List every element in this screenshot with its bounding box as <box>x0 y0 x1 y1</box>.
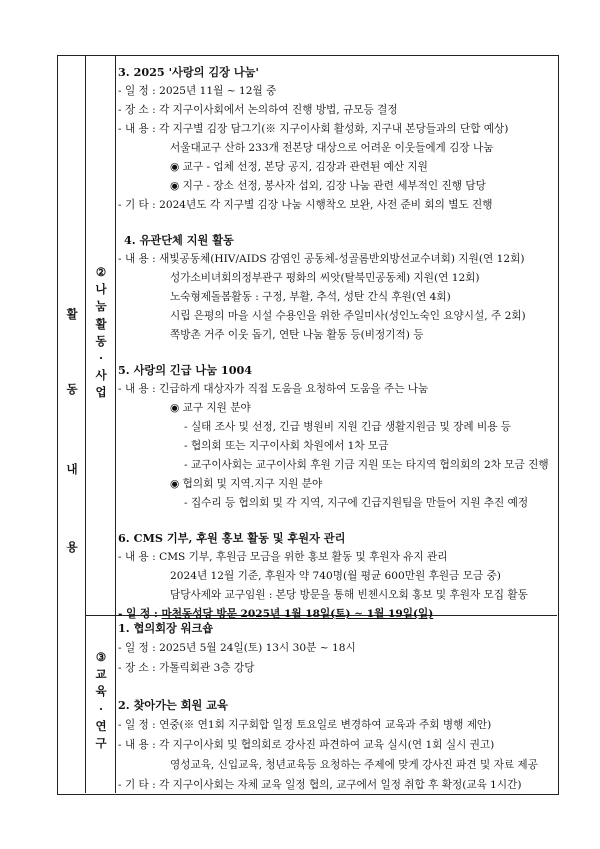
item5-content: - 내 용 : 긴급하게 대상자가 직접 도움을 요청하여 도움을 주는 나눔 <box>118 383 429 395</box>
edu-item2-title: 2. 찾아가는 회원 교육 <box>118 698 228 712</box>
item6-content: - 내 용 : CMS 기부, 후원금 모금을 위한 홍보 활동 및 후원자 유지 관리 <box>118 551 448 563</box>
edu-item2-etc: - 기 타 : 각 지구이사회는 자체 교육 일정 협의, 교구에서 일정 취합 후 확정(교육 1시간) <box>118 779 522 791</box>
item6-content: 2024년 12월 기준, 후원자 약 740명(월 평균 600만원 후원금 모금 중) <box>170 570 501 582</box>
category-char: 활 <box>66 307 78 321</box>
category-char: 용 <box>66 540 78 554</box>
edu-item2-content: - 내 용 : 각 지구이사회 및 협의회로 강사진 파견하여 교육 실시(연 1회 실시 권고) <box>118 739 495 751</box>
item3-content: 서울대교구 산하 233개 전본당 대상으로 어려운 이웃들에게 김장 나눔 <box>170 142 494 154</box>
item5-subitem: - 협의회 또는 지구이사회 차원에서 1차 모금 <box>184 440 389 452</box>
item3-etc: - 기 타 : 2024년도 각 지구별 김장 나눔 시행착오 보완, 사전 준비 회의 별도 진행 <box>118 199 493 211</box>
item5-bullet: ◉ 교구 지원 분야 <box>170 402 251 414</box>
item4-title: 4. 유관단체 지원 활동 <box>124 233 234 247</box>
item4-content: 시립 은평의 마을 시설 수용인을 위한 주일미사(성인노숙인 요양시설, 주 2회) <box>170 310 526 322</box>
edu-item1-title: 1. 협의회장 워크숍 <box>118 621 214 635</box>
item5-subitem: - 실태 조사 및 선정, 긴급 병원비 지원 긴급 생활지원금 및 장례 비용 등 <box>184 421 512 433</box>
item3-place: - 장 소 : 각 지구이사회에서 논의하여 진행 방법, 규모등 결정 <box>118 104 398 116</box>
category-char: 내 <box>66 462 78 476</box>
item6-date-label: - 일 정 : <box>118 608 162 620</box>
item4-content: 노숙형제돌봄활동 : 구정, 부활, 추석, 성탄 간식 후원(연 4회) <box>170 291 451 303</box>
item3-title: 3. 2025 '사랑의 김장 나눔' <box>118 65 259 79</box>
item5-title: 5. 사랑의 긴급 나눔 1004 <box>118 363 253 377</box>
item4-content: - 내 용 : 새빛공동체(HIV/AIDS 감염인 공동체-성골롬반외방선교수녀회) 지원(연 12회) <box>118 253 525 265</box>
edu-item1-date: - 일 정 : 2025년 5월 24일(토) 13시 30분 ~ 18시 <box>118 642 356 654</box>
item3-bullet: ◉ 지구 - 장소 선정, 봉사자 섭외, 김장 나눔 관련 세부적인 진행 담당 <box>170 180 486 192</box>
item5-subitem: - 집수리 등 협의회 및 각 지역, 지구에 긴급지원팀을 만들어 지원 추진 예정 <box>184 497 529 509</box>
category-column <box>58 56 86 793</box>
category-char: 동 <box>66 382 78 396</box>
item6-content: 담당사제와 교구임원 : 본당 방문을 통해 빈첸시오회 홍보 및 후원자 모집 활동 <box>170 589 528 601</box>
document-table <box>57 55 559 795</box>
edu-item1-place: - 장 소 : 가톨릭회관 3층 강당 <box>118 662 255 674</box>
item3-date: - 일 정 : 2025년 11월 ~ 12월 중 <box>118 85 277 97</box>
item3-content: - 내 용 : 각 지구별 김장 담그기(※ 지구이사회 활성화, 지구내 본당들과의 단합 예상) <box>118 123 509 135</box>
section-label-education: ③ 교 육 · 연 구 <box>95 650 107 751</box>
edu-item2-date: - 일 정 : 연중(※ 연1회 지구회합 일정 토요일로 변경하여 교육과 주회 병행 제안) <box>118 719 492 731</box>
item5-subitem: - 교구이사회는 교구이사회 후원 기금 지원 또는 타지역 협의회의 2차 모금 진행 <box>184 459 549 471</box>
edu-item2-content: 영성교육, 신입교육, 청년교육등 요청하는 주제에 맞게 강사진 파견 및 자료 제공 <box>170 759 538 771</box>
item3-bullet: ◉ 교구 - 업체 선정, 본당 공지, 김장과 관련된 예산 지원 <box>170 161 428 173</box>
item6-title: 6. CMS 기부, 후원 홍보 활동 및 후원자 관리 <box>118 531 346 545</box>
item6-date-value: 마천동성당 방문 2025년 1월 18일(토) ~ 1월 19일(일) <box>161 608 434 620</box>
item4-content: 쪽방촌 거주 이웃 돕기, 연탄 나눔 활동 등(비정기적) 등 <box>170 329 424 341</box>
item5-bullet: ◉ 협의회 및 지역.지구 지원 분야 <box>170 478 323 490</box>
section-label-sharing: ② 나 눔 활 동 · 사 업 <box>95 265 107 400</box>
item4-content: 성가소비녀회의정부관구 평화의 씨앗(탈북민공동체) 지원(연 12회) <box>170 272 480 284</box>
